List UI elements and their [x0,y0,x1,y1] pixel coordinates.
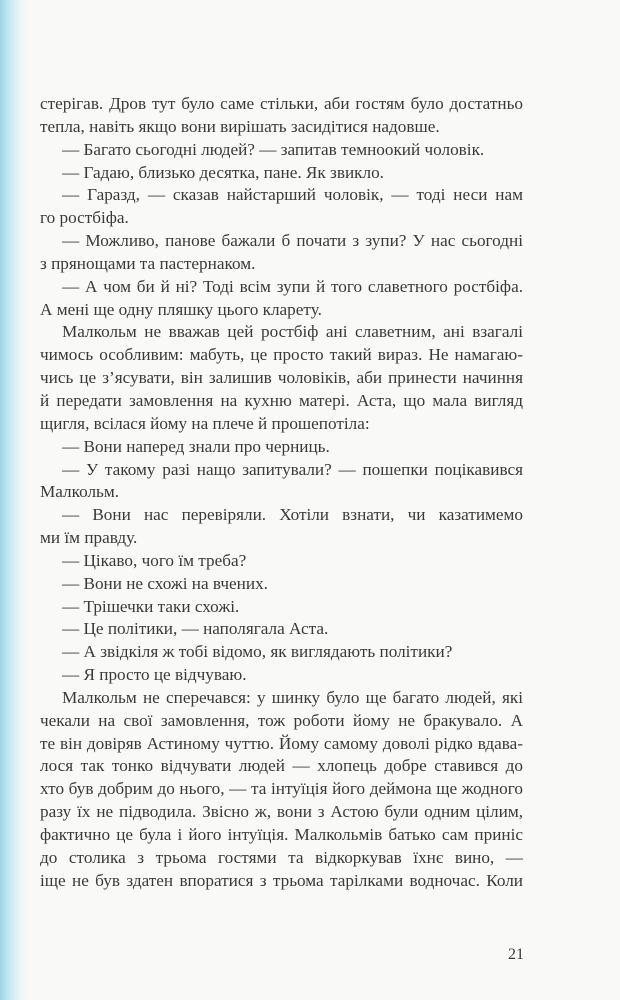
text-line: — Вони нас перевіряли. Хотіли взнати, чи казатимемо [62,505,523,525]
text-line: чимось особливим: мабуть, це просто такий вираз. Не намагаю- [40,345,523,365]
text-line: — Вони наперед знали про черниць. [62,436,330,456]
text-line: — А чом би й ні? Тоді всім зупи й того славетного ростбіфа. [62,276,523,296]
text-line: чекали на свої замовлення, тож роботи йому не бракувало. А [40,710,523,730]
text-line: іще не був здатен впоратися з трьома тарілками водночас. Коли [40,870,523,890]
text-line: — Це політики, — наполягала Аста. [62,619,329,639]
text-line: тепла, навіть якщо вони вирішать засидітися надовше. [40,116,440,136]
book-page-text [40,93,523,893]
text-line: — Вони не схожі на вчених. [62,573,268,593]
text-line: го ростбіфа. [40,208,129,228]
text-line: — Трішечки таки схожі. [62,596,240,616]
text-line: те він довіряв Астиному чуттю. Йому самому доволі рідко вдава- [40,733,523,753]
text-line: — У такому разі нащо запитували? — пошепки поцікавився [62,459,523,479]
text-line: з прянощами та пастернаком. [40,253,256,273]
text-line: — Цікаво, чого їм треба? [62,550,247,570]
text-line: фактично це була і його інтуїція. Малкольмів батько сам приніс [40,825,523,844]
text-line: Малкольм не сперечався: у шинку було ще багато людей, які [62,687,523,707]
text-line: лося так тонко відчувати людей — хлопець добре ставився до [40,756,523,776]
text-line: ми їм правду. [40,528,138,548]
text-line: — Гаразд, — сказав найстарший чоловік, — тоді неси нам [62,185,523,205]
text-line: й передати замовлення на кухню матері. Аста, що мала вигляд [40,390,523,410]
text-line: Малкольм не вважав цей ростбіф ані славетним, ані взагалі [62,322,523,342]
text-line: — Гадаю, близько десятка, пане. Як звикло. [62,162,384,182]
text-line: — А звідкіля ж тобі відомо, як виглядають політики? [62,642,453,662]
text-line: до столика з трьома гостями та відкоркував їхнє вино, — [40,847,523,867]
text-line: Малкольм. [40,482,120,502]
text-line: разу їх не підводила. Звісно ж, вони з Астою були одним цілим, [40,802,523,822]
text-line: хто був добрим до нього, — та інтуїція його деймона ще жодного [40,779,523,799]
text-line: — Можливо, панове бажали б почати з зупи? У нас сьогодні [62,231,523,251]
text-line: А мені ще одну пляшку цього кларету. [40,299,322,319]
text-line: стерігав. Дров тут було саме стільки, аби гостям було достатньо [40,94,523,113]
text-line: — Я просто це відчуваю. [62,665,247,685]
text-line: чись це з’ясувати, він залишив чоловіків, аби принести начиння [40,368,523,388]
text-line: щигля, всілася йому на плече й прошепотіла: [40,413,370,433]
page-number: 21 [508,946,524,963]
text-line: — Багато сьогодні людей? — запитав темноокий чоловік. [62,139,485,159]
scan-edge-shadow [0,0,28,1000]
